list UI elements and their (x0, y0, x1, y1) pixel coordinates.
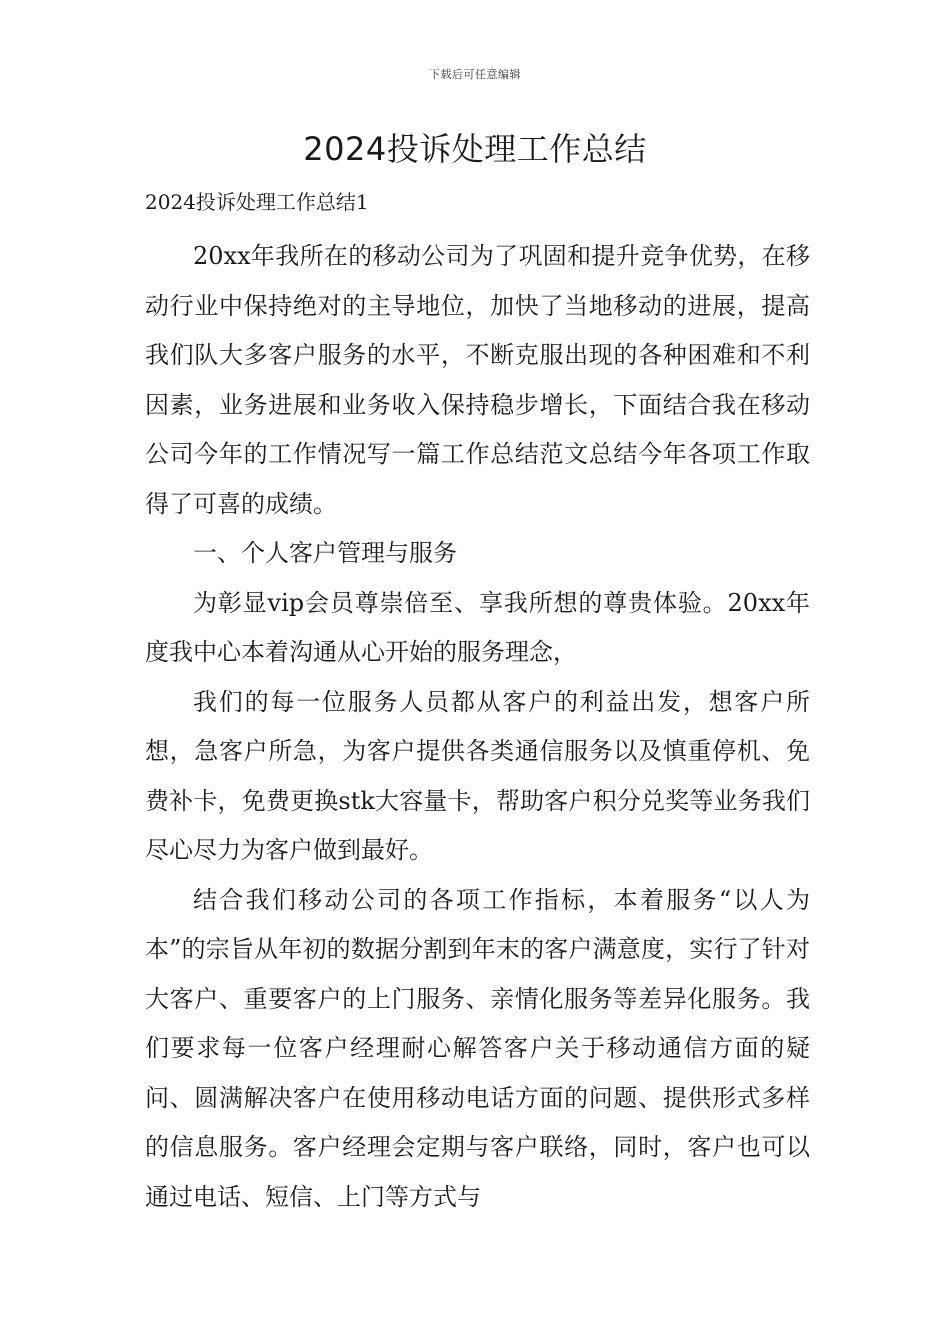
section-heading-personal-client: 一、个人客户管理与服务 (193, 539, 457, 567)
paragraph-vip-service: 为彰显vip会员尊崇倍至、享我所想的尊贵体验。20xx年度我中心本着沟通从心开始的服务理念， (145, 588, 810, 666)
document-body (145, 232, 810, 1222)
document-title: 2024投诉处理工作总结 (303, 130, 647, 168)
paragraph-service-staff: 我们的每一位服务人员都从客户的利益出发，想客户所想，急客户所急，为客户提供各类通信服务以及慎重停机、免费补卡，免费更换stk大容量卡，帮助客户积分兑奖等业务我们尽心尽力为客户做到最好。 (145, 687, 810, 864)
document-subtitle: 2024投诉处理工作总结1 (145, 190, 369, 214)
header-note: 下载后可任意编辑 (429, 68, 521, 81)
paragraph-intro: 20xx年我所在的移动公司为了巩固和提升竞争优势，在移动行业中保持绝对的主导地位，加快了当地移动的进展，提高我们队大多客户服务的水平，不断克服出现的各种困难和不利因素，业务进展和业务收入保持稳步增长，下面结合我在移动公司今年的工作情况写一篇工作总结范文总结今年各项工作取得了可喜的成绩。 (145, 242, 810, 518)
paragraph-work-targets: 结合我们移动公司的各项工作指标，本着服务“以人为本”的宗旨从年初的数据分割到年末的客户满意度，实行了针对大客户、重要客户的上门服务、亲情化服务等差异化服务。我们要求每一位客户经理耐心解答客户关于移动通信方面的疑问、圆满解决客户在使用移动电话方面的问题、提供形式多样的信息服务。客户经理会定期与客户联络，同时，客户也可以通过电话、短信、上门等方式与 (145, 885, 810, 1211)
